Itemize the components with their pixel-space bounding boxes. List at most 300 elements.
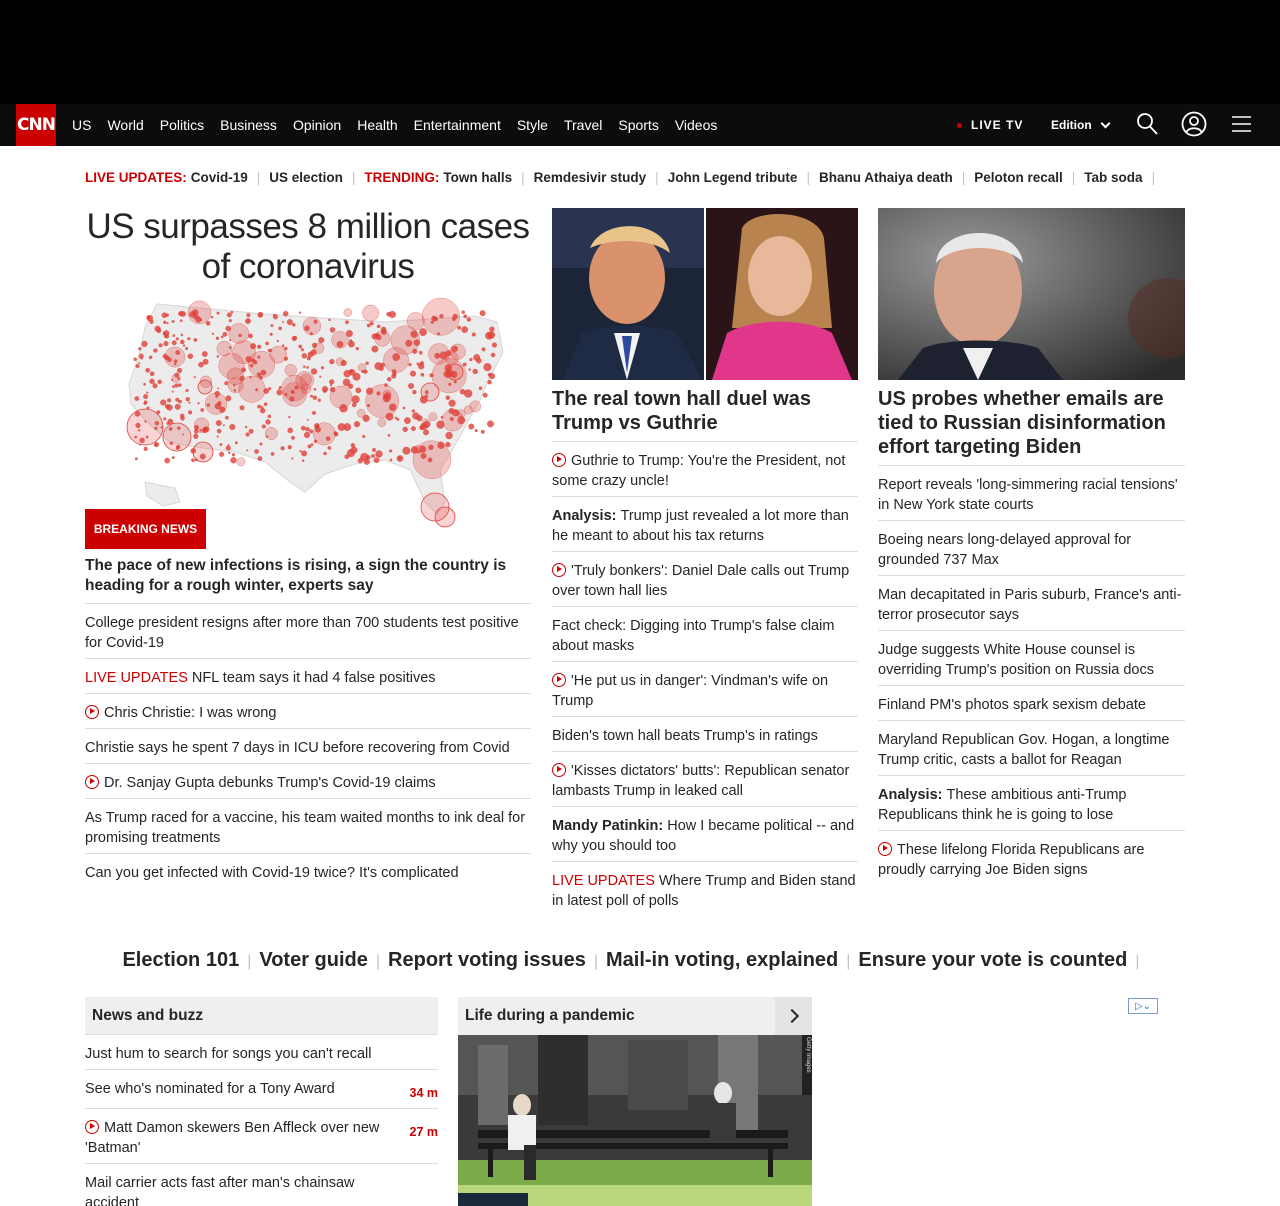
- map-case-dot: [228, 444, 230, 446]
- map-case-dot: [147, 315, 153, 321]
- trending-link[interactable]: Remdesivir study: [533, 169, 647, 185]
- map-case-dot: [240, 406, 245, 411]
- map-case-dot: [303, 366, 305, 368]
- map-case-dot: [330, 384, 332, 386]
- map-case-dot: [366, 362, 369, 365]
- map-case-dot: [150, 379, 155, 384]
- map-case-dot: [142, 341, 148, 347]
- trending-link[interactable]: US election: [269, 169, 343, 185]
- map-case-dot: [277, 340, 279, 342]
- map-case-dot: [411, 426, 416, 431]
- map-case-dot: [268, 415, 271, 418]
- map-case-dot: [212, 333, 214, 335]
- map-case-dot: [462, 311, 465, 314]
- story-item[interactable]: [552, 551, 858, 606]
- map-case-dot: [172, 391, 174, 393]
- story-text: NFL team says it had 4 false positives: [191, 670, 436, 686]
- nav-link-health[interactable]: Health: [357, 117, 398, 133]
- divider: |: [1135, 953, 1140, 970]
- story-text: Chris Christie: I was wrong: [104, 705, 277, 721]
- map-case-dot: [398, 457, 401, 460]
- map-case-dot: [178, 400, 181, 403]
- election-link[interactable]: Ensure your vote is counted: [858, 949, 1128, 971]
- biden-photo[interactable]: [878, 208, 1185, 380]
- map-case-dot: [202, 351, 207, 356]
- map-case-dot: [163, 321, 166, 324]
- map-case-dot: [413, 441, 451, 479]
- map-case-dot: [155, 444, 157, 446]
- map-case-dot: [446, 396, 450, 400]
- adchoices-icon[interactable]: ▷⌄: [1128, 998, 1158, 1014]
- map-case-dot: [388, 434, 390, 436]
- live-tv-link[interactable]: [957, 104, 1023, 146]
- map-case-dot: [221, 336, 223, 338]
- story-item[interactable]: [878, 830, 1185, 885]
- story-text: Where Trump and Biden stand in latest poll of polls: [552, 873, 856, 909]
- map-case-dot: [282, 321, 284, 323]
- play-video-icon: [552, 673, 566, 687]
- map-case-dot: [492, 343, 497, 348]
- story-item[interactable]: [85, 763, 531, 798]
- map-case-dot: [371, 454, 375, 458]
- map-case-dot: [300, 450, 302, 452]
- trending-link[interactable]: Covid-19: [190, 169, 248, 185]
- divider: |: [806, 169, 810, 185]
- pandemic-photo[interactable]: [458, 1035, 812, 1206]
- map-case-dot: [296, 371, 314, 389]
- map-case-dot: [187, 337, 190, 340]
- map-case-dot: [291, 390, 295, 394]
- map-case-dot: [322, 386, 328, 392]
- map-case-dot: [299, 312, 301, 314]
- map-case-dot: [419, 351, 422, 354]
- story-item[interactable]: [85, 728, 531, 763]
- map-case-dot: [271, 452, 274, 455]
- map-case-dot: [247, 320, 249, 322]
- map-case-dot: [403, 447, 411, 455]
- map-case-dot: [217, 401, 221, 405]
- play-video-icon: [552, 763, 566, 777]
- map-case-dot: [277, 390, 283, 396]
- story-text: As Trump raced for a vaccine, his team waited months to ink deal for promising treatments: [85, 810, 526, 846]
- map-case-dot: [217, 436, 219, 438]
- map-case-dot: [219, 452, 224, 457]
- buzz-item-text: Just hum to search for songs you can't recall: [85, 1046, 372, 1062]
- story-item[interactable]: [878, 630, 1185, 685]
- map-case-dot: [217, 388, 219, 390]
- map-case-dot: [265, 342, 268, 345]
- map-case-dot: [217, 341, 232, 356]
- map-case-dot: [390, 459, 392, 461]
- buzz-item[interactable]: [85, 1163, 438, 1206]
- map-case-dot: [311, 443, 313, 445]
- story-item[interactable]: [552, 661, 858, 716]
- map-case-dot: [491, 353, 495, 357]
- story-item[interactable]: [552, 496, 858, 551]
- nav-link-us[interactable]: US: [72, 117, 92, 133]
- nav-link-business[interactable]: Business: [220, 117, 277, 133]
- map-case-dot: [330, 327, 335, 332]
- map-case-dot: [389, 404, 396, 411]
- map-case-dot: [258, 356, 261, 359]
- buzz-item-main: [85, 1079, 385, 1099]
- story-item[interactable]: [552, 606, 858, 661]
- play-video-icon: [552, 453, 566, 467]
- map-case-dot: [397, 418, 400, 421]
- map-case-dot: [336, 358, 344, 366]
- buzz-item[interactable]: [85, 1069, 438, 1108]
- map-case-dot: [257, 345, 261, 349]
- buzz-item[interactable]: [85, 1035, 438, 1069]
- map-case-dot: [127, 409, 163, 445]
- map-case-dot: [167, 399, 171, 403]
- story-text: Boeing nears long-delayed approval for grounded 737 Max: [878, 532, 1132, 568]
- map-case-dot: [482, 348, 486, 352]
- map-case-dot: [381, 327, 386, 332]
- trending-bar: [85, 168, 1164, 186]
- lead-subheadline[interactable]: The pace of new infections is rising, a sign the country is heading for a rough winter, experts say: [85, 557, 507, 594]
- lead-headline[interactable]: US surpasses 8 million cases of coronavirus: [86, 207, 530, 286]
- map-case-dot: [366, 388, 373, 395]
- election-link[interactable]: Voter guide: [259, 949, 368, 971]
- map-case-dot: [480, 310, 486, 316]
- main-nav: [0, 104, 1280, 146]
- map-case-dot: [410, 371, 416, 377]
- map-case-dot: [288, 428, 293, 433]
- map-case-dot: [473, 369, 478, 374]
- map-case-dot: [421, 453, 427, 459]
- pandemic-header: Life during a pandemic: [458, 997, 812, 1035]
- middle-story-list: [552, 441, 858, 916]
- map-case-dot: [269, 349, 272, 352]
- map-case-dot: [159, 343, 163, 347]
- map-case-dot: [198, 380, 212, 394]
- buzz-item-text: Matt Damon skewers Ben Affleck over new 'Batman': [85, 1120, 380, 1156]
- story-item[interactable]: [552, 751, 858, 806]
- nav-link-entertainment[interactable]: Entertainment: [413, 117, 501, 133]
- map-case-dot: [429, 413, 437, 421]
- map-case-dot: [356, 347, 359, 350]
- map-case-dot: [357, 409, 365, 417]
- map-case-dot: [383, 390, 391, 398]
- story-item[interactable]: [85, 693, 531, 728]
- map-case-dot: [193, 442, 213, 462]
- map-case-dot: [299, 345, 302, 348]
- map-case-dot: [435, 507, 455, 527]
- map-case-dot: [311, 369, 317, 375]
- map-case-dot: [474, 354, 480, 360]
- map-case-dot: [163, 332, 166, 335]
- map-case-dot: [163, 354, 167, 358]
- map-case-dot: [312, 411, 316, 415]
- map-case-dot: [289, 397, 294, 402]
- story-item[interactable]: [552, 806, 858, 861]
- map-case-dot: [217, 312, 220, 315]
- map-case-dot: [412, 410, 415, 413]
- nav-link-travel[interactable]: Travel: [563, 117, 603, 133]
- trending-label: TRENDING:: [364, 169, 440, 185]
- election-link[interactable]: Report voting issues: [388, 949, 586, 971]
- map-case-dot: [217, 429, 221, 433]
- nav-link-sports[interactable]: Sports: [618, 117, 659, 133]
- live-updates-tag: LIVE UPDATES: [85, 670, 192, 686]
- map-case-dot: [307, 419, 309, 421]
- map-case-dot: [403, 407, 405, 409]
- story-item[interactable]: [878, 466, 1185, 520]
- map-case-dot: [364, 370, 368, 374]
- buzz-item-main: [85, 1173, 385, 1206]
- chevron-down-icon: [1100, 118, 1110, 128]
- nav-link-world[interactable]: World: [107, 117, 144, 133]
- nav-link-politics[interactable]: Politics: [159, 117, 205, 133]
- map-case-dot: [249, 429, 254, 434]
- buzz-item[interactable]: [85, 1108, 438, 1163]
- trending-link[interactable]: Bhanu Athaiya death: [818, 169, 953, 185]
- map-case-dot: [234, 389, 236, 391]
- map-case-dot: [488, 380, 492, 384]
- map-case-dot: [288, 416, 290, 418]
- map-case-dot: [319, 376, 321, 378]
- map-case-dot: [392, 369, 396, 373]
- map-case-dot: [144, 402, 147, 405]
- map-case-dot: [165, 404, 169, 408]
- story-item[interactable]: [85, 853, 531, 888]
- map-case-dot: [282, 345, 284, 347]
- chevron-right-icon: [784, 1009, 798, 1023]
- map-case-dot: [408, 363, 411, 366]
- map-case-dot: [216, 420, 222, 426]
- map-case-dot: [176, 338, 179, 341]
- map-case-dot: [239, 376, 265, 402]
- map-case-dot: [358, 458, 363, 463]
- map-case-dot: [180, 340, 184, 344]
- trending-link[interactable]: Tab soda: [1084, 169, 1143, 185]
- map-case-dot: [453, 314, 458, 319]
- map-case-dot: [324, 452, 327, 455]
- map-case-dot: [232, 453, 235, 456]
- map-case-dot: [257, 405, 261, 409]
- map-case-dot: [144, 447, 148, 451]
- trending-link[interactable]: John Legend tribute: [667, 169, 798, 185]
- map-case-dot: [434, 317, 438, 321]
- map-case-dot: [223, 424, 225, 426]
- story-text: Trump just revealed a lot more than he meant to about his tax returns: [552, 508, 849, 544]
- map-case-dot: [259, 314, 262, 317]
- map-case-dot: [191, 459, 194, 462]
- map-case-dot: [271, 324, 274, 327]
- news-and-buzz-header: News and buzz: [85, 997, 438, 1035]
- map-case-dot: [316, 425, 319, 428]
- story-item[interactable]: [552, 716, 858, 751]
- search-icon[interactable]: [1136, 112, 1158, 136]
- map-case-dot: [143, 394, 148, 399]
- map-case-dot: [377, 325, 380, 328]
- map-case-dot: [348, 341, 354, 347]
- map-case-dot: [150, 372, 154, 376]
- map-case-dot: [225, 416, 228, 419]
- cnn-logo[interactable]: CNN: [16, 104, 56, 146]
- map-case-dot: [367, 324, 370, 327]
- right-headline[interactable]: US probes whether emails are tied to Russian disinformation effort targeting Biden: [878, 388, 1166, 458]
- map-case-dot: [351, 443, 355, 447]
- map-case-dot: [313, 343, 324, 354]
- divider: |: [247, 953, 252, 970]
- story-item[interactable]: [552, 442, 858, 496]
- pandemic-next-button[interactable]: [775, 997, 812, 1035]
- middle-headline[interactable]: The real town hall duel was Trump vs Guthrie: [552, 388, 811, 434]
- map-case-dot: [391, 374, 396, 379]
- map-case-dot: [231, 457, 237, 463]
- map-case-dot: [245, 426, 247, 428]
- nav-link-videos[interactable]: Videos: [674, 117, 718, 133]
- map-case-dot: [279, 327, 282, 330]
- map-case-dot: [136, 364, 140, 368]
- map-case-dot: [367, 404, 370, 407]
- map-case-dot: [172, 341, 177, 346]
- map-case-dot: [200, 429, 202, 431]
- edition-menu[interactable]: [1051, 104, 1109, 146]
- map-case-dot: [217, 355, 219, 357]
- live-updates-tag: LIVE UPDATES: [552, 873, 659, 889]
- divider: |: [256, 169, 261, 185]
- map-case-dot: [175, 404, 181, 410]
- map-case-dot: [155, 326, 161, 332]
- map-case-dot: [251, 359, 255, 363]
- map-case-dot: [173, 335, 175, 337]
- map-case-dot: [329, 380, 334, 385]
- map-case-dot: [235, 442, 238, 445]
- map-case-dot: [412, 390, 416, 394]
- map-case-dot: [228, 452, 230, 454]
- account-icon[interactable]: [1181, 111, 1207, 137]
- map-case-dot: [479, 387, 482, 390]
- map-case-dot: [158, 380, 162, 384]
- map-case-dot: [472, 333, 476, 337]
- story-text: Biden's town hall beats Trump's in ratings: [552, 728, 818, 744]
- map-case-dot: [283, 311, 288, 316]
- story-text: Maryland Republican Gov. Hogan, a longtime Trump critic, casts a ballot for Reagan: [878, 732, 1170, 768]
- map-case-dot: [172, 320, 175, 323]
- map-case-dot: [138, 347, 141, 350]
- map-case-dot: [188, 354, 193, 359]
- map-case-dot: [321, 366, 324, 369]
- map-case-dot: [467, 318, 471, 322]
- map-case-dot: [194, 338, 197, 341]
- map-case-dot: [348, 384, 353, 389]
- map-case-dot: [165, 458, 170, 463]
- story-item[interactable]: [552, 861, 858, 916]
- map-case-dot: [163, 423, 191, 451]
- map-case-dot: [356, 388, 361, 393]
- story-text: College president resigns after more than 700 students test positive for Covid-19: [85, 615, 519, 651]
- story-text: These ambitious anti-Trump Republicans think he is going to lose: [878, 787, 1127, 823]
- map-case-dot: [174, 363, 176, 365]
- story-item[interactable]: [878, 685, 1185, 720]
- map-case-dot: [464, 315, 467, 318]
- map-case-dot: [484, 363, 492, 371]
- story-text: Guthrie to Trump: You're the President, not some crazy uncle!: [552, 453, 846, 489]
- story-item[interactable]: [878, 575, 1185, 630]
- story-item[interactable]: [878, 720, 1185, 775]
- map-case-dot: [265, 427, 277, 439]
- story-item[interactable]: [85, 658, 531, 693]
- trending-link[interactable]: Town halls: [443, 169, 513, 185]
- election-link[interactable]: Election 101: [122, 949, 240, 971]
- map-case-dot: [450, 417, 454, 421]
- map-case-dot: [408, 383, 414, 389]
- map-case-dot: [264, 403, 267, 406]
- map-case-dot: [489, 327, 494, 332]
- map-case-dot: [215, 391, 220, 396]
- play-video-icon: [552, 563, 566, 577]
- map-case-dot: [449, 400, 456, 407]
- map-case-dot: [167, 422, 170, 425]
- story-prefix: Analysis:: [552, 508, 621, 524]
- map-case-dot: [351, 447, 358, 454]
- story-item[interactable]: [878, 520, 1185, 575]
- divider: |: [1071, 169, 1076, 185]
- town-hall-photo[interactable]: [552, 208, 858, 380]
- story-item[interactable]: [85, 604, 531, 658]
- map-case-dot: [178, 384, 181, 387]
- map-case-dot: [284, 347, 287, 350]
- trending-link[interactable]: Peloton recall: [974, 169, 1063, 185]
- map-case-dot: [379, 366, 383, 370]
- map-case-dot: [445, 442, 450, 447]
- map-case-dot: [419, 328, 426, 335]
- right-story-list: [878, 465, 1185, 885]
- divider: |: [1151, 169, 1156, 185]
- story-text: 'Truly bonkers': Daniel Dale calls out Trump over town hall lies: [552, 563, 850, 599]
- map-case-dot: [310, 332, 313, 335]
- map-case-dot: [198, 362, 203, 367]
- nav-link-style[interactable]: Style: [516, 117, 548, 133]
- map-case-dot: [302, 353, 307, 358]
- map-case-dot: [138, 362, 140, 364]
- map-case-dot: [166, 314, 169, 317]
- map-case-dot: [378, 419, 386, 427]
- map-case-dot: [270, 333, 273, 336]
- map-case-dot: [421, 373, 424, 376]
- story-text: Man decapitated in Paris suburb, France's anti-terror prosecutor says: [878, 587, 1182, 623]
- hamburger-menu-icon[interactable]: [1232, 116, 1251, 132]
- map-case-dot: [344, 309, 352, 317]
- map-case-dot: [246, 450, 248, 452]
- map-case-dot: [475, 429, 478, 432]
- divider: |: [375, 953, 381, 970]
- map-case-dot: [147, 407, 150, 410]
- map-case-dot: [188, 411, 192, 415]
- map-case-dot: [345, 321, 348, 324]
- story-item[interactable]: [878, 775, 1185, 830]
- nav-links: [72, 104, 733, 146]
- map-case-dot: [153, 349, 157, 353]
- story-item[interactable]: [85, 798, 531, 853]
- story-text: Finland PM's photos spark sexism debate: [878, 697, 1146, 713]
- map-case-dot: [485, 332, 492, 339]
- map-case-dot: [188, 301, 211, 324]
- play-video-icon: [85, 705, 99, 719]
- map-case-dot: [377, 392, 381, 396]
- nav-link-opinion[interactable]: Opinion: [292, 117, 342, 133]
- map-case-dot: [135, 458, 138, 461]
- divider: |: [593, 953, 598, 970]
- map-case-dot: [163, 418, 166, 421]
- map-case-dot: [216, 337, 219, 340]
- election-link[interactable]: Mail-in voting, explained: [606, 949, 839, 971]
- map-case-dot: [374, 458, 379, 463]
- story-prefix: Mandy Patinkin:: [552, 818, 668, 834]
